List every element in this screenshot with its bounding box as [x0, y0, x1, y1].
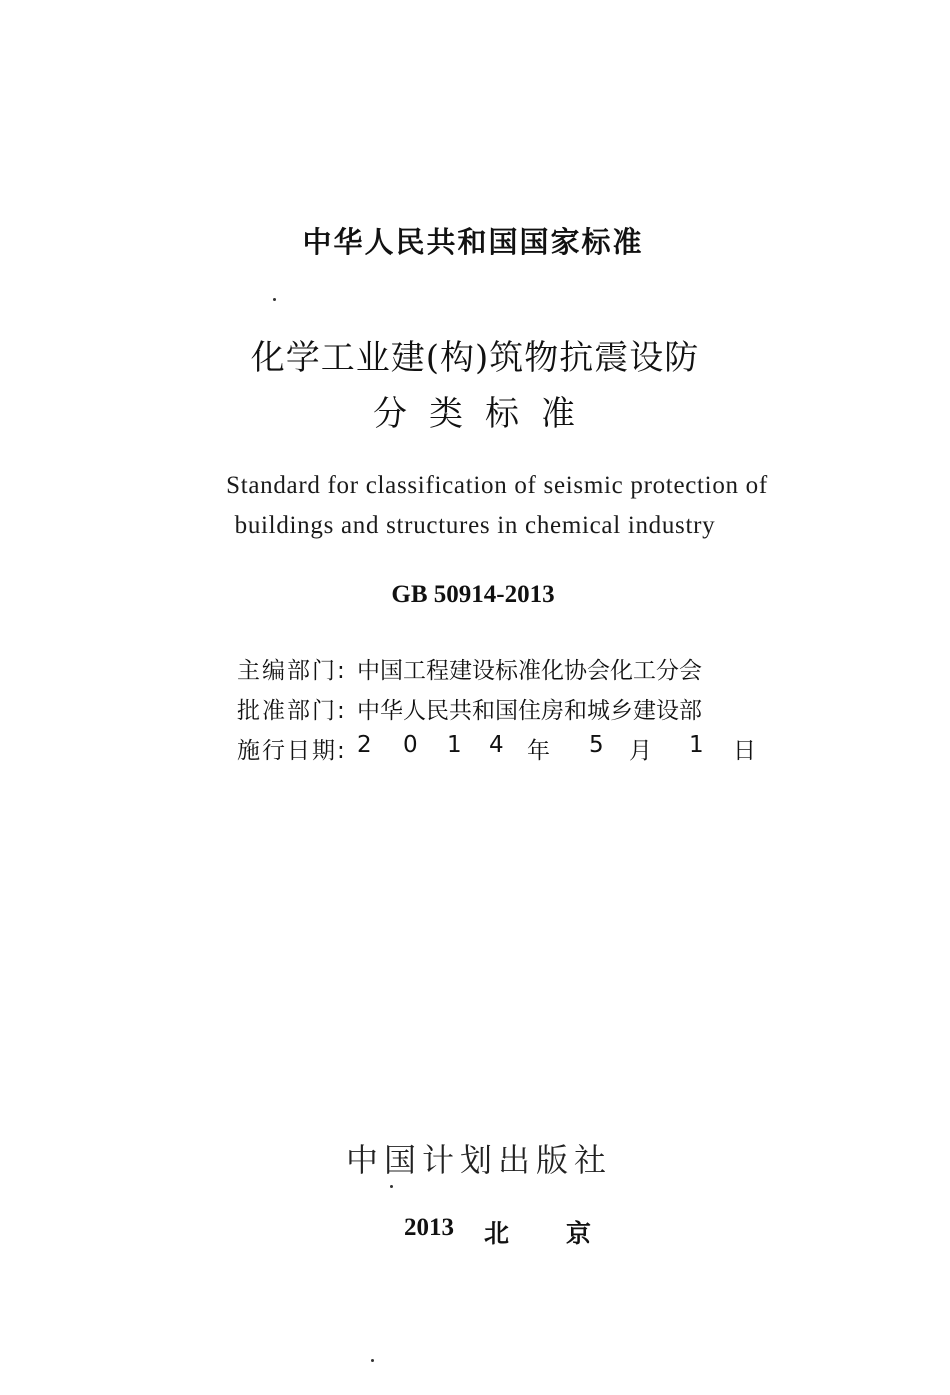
publication-city-char: 京 — [566, 1219, 592, 1248]
editor-value: 中国工程建设标准化协会化工分会 — [357, 658, 702, 684]
date-char: 5 — [589, 732, 604, 758]
english-title-line-1: Standard for classification of seismic protection of — [226, 472, 768, 499]
approver-value: 中华人民共和国住房和城乡建设部 — [357, 698, 702, 724]
date-char: 4 — [489, 732, 504, 758]
publisher-name: 中国计划出版社 — [345, 1141, 612, 1179]
date-char: 2 — [357, 732, 372, 758]
scan-speck — [390, 1185, 393, 1188]
title-line-2: 分类标准 — [373, 394, 597, 434]
scan-speck — [273, 298, 276, 301]
effective-date-label: 施行日期: — [237, 738, 347, 764]
approver-row — [237, 692, 702, 725]
editor-label: 主编部门: — [237, 658, 347, 684]
date-char: 0 — [403, 732, 418, 758]
scan-speck — [371, 1359, 374, 1362]
publication-year: 2013 — [404, 1214, 454, 1241]
publication-city-char: 北 — [484, 1219, 510, 1248]
date-char: 1 — [447, 732, 462, 758]
approver-label: 批准部门: — [237, 698, 347, 724]
date-char: 1 — [689, 732, 704, 758]
date-char: 月 — [629, 738, 652, 764]
standard-code: GB 50914-2013 — [391, 581, 555, 608]
date-char: 日 — [733, 738, 756, 764]
date-char: 年 — [527, 738, 550, 764]
effective-date-row — [237, 732, 756, 765]
publication-line — [404, 1214, 592, 1248]
title-line-1: 化学工业建(构)筑物抗震设防 — [250, 338, 700, 378]
editor-row — [237, 652, 702, 685]
standard-category-header: 中华人民共和国国家标准 — [302, 225, 644, 259]
english-title-line-2: buildings and structures in chemical industry — [234, 512, 716, 539]
